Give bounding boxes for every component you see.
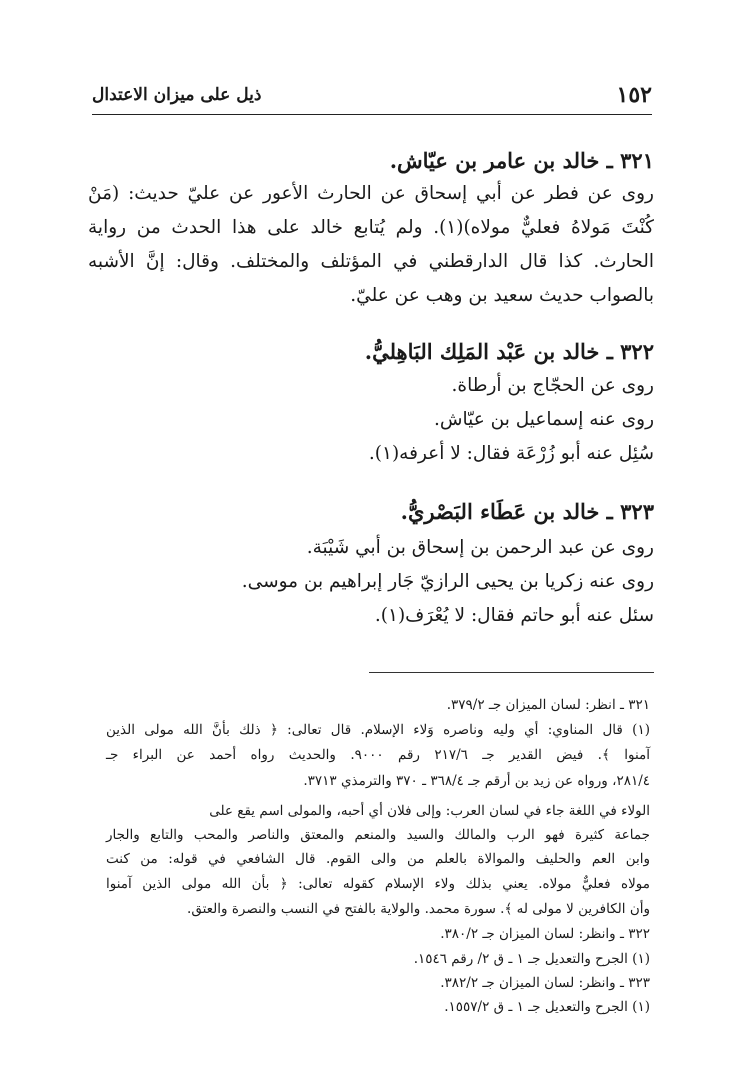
running-title: ذيل على ميزان الاعتدال	[92, 85, 262, 105]
footnote-321-ref: ٣٢١ ـ انظر: لسان الميزان جـ ٣٧٩/٢.	[446, 697, 650, 713]
entry-321-line-3: الحارث. كذا قال الدارقطني في المؤتلف والمختلف. وقال: إنَّ الأشبه	[88, 251, 654, 272]
entry-323-line-1: روى عن عبد الرحمن بن إسحاق بن أبي شَيْبَة.	[306, 537, 654, 558]
entry-321-line-4: بالصواب حديث سعيد بن وهب عن عليّ.	[350, 285, 654, 306]
entry-323-line-3: سئل عنه أبو حاتم فقال: لا يُعْرَف(١).	[374, 605, 654, 626]
entry-321-line-2: كُنْتَ مَولاهُ فعليٌّ مولاه)(١). ولم يُتابع خالد على هذا الحدث من رواية	[88, 217, 654, 238]
footnote-322-ref: ٣٢٢ ـ وانظر: لسان الميزان جـ ٣٨٠/٢.	[440, 926, 650, 942]
footnote-separator	[369, 672, 654, 673]
footnote-321-1-line-1: (١) قال المناوي: أي وليه وناصره وَلاء الإسلام. قال تعالى: ﴿ ذلك بأنَّ الله مولى الذين	[106, 722, 650, 738]
entry-322-line-1: روى عن الحجّاج بن أرطاة.	[451, 375, 654, 396]
entry-322-title: ٣٢٢ ـ خالد بن عَبْد المَلِك البَاهِليُّ.	[364, 339, 654, 364]
page-number: ١٥٢	[616, 82, 652, 108]
footnote-321-1-line-8: وأن الكافرين لا مولى له ﴾. سورة محمد. والولاية بالفتح في النسب والنصرة والعتق.	[187, 901, 650, 917]
footnote-321-1-line-6: وابن العم والحليف والموالاة بالعلم من والى القوم. قال الشافعي في قوله: من كنت	[106, 851, 650, 867]
footnote-321-1-line-7: مولاه فعليٌّ مولاه. يعني بذلك ولاء الإسلام كقوله تعالى: ﴿ بأن الله مولى الذين آمنوا	[106, 876, 650, 892]
entry-322-line-3: سُئِل عنه أبو زُرْعَة فقال: لا أعرفه(١).	[368, 443, 654, 464]
entry-322-line-2: روى عنه إسماعيل بن عيّاش.	[434, 409, 654, 430]
footnote-321-1-line-3: ٢٨١/٤، ورواه عن زيد بن أرقم جـ ٣٦٨/٤ ـ ٣٧٠ والترمذي ٣٧١٣.	[303, 773, 650, 789]
entry-321-title: ٣٢١ ـ خالد بن عامر بن عيّاش.	[389, 148, 654, 173]
footnote-323-1: (١) الجرح والتعديل جـ ١ ـ ق ١٥٥٧/٢.	[444, 999, 650, 1015]
page-header	[92, 82, 652, 115]
entry-323-title: ٣٢٣ ـ خالد بن عَطَاء البَصْريُّ.	[400, 499, 654, 524]
entry-323-line-2: روى عنه زكريا بن يحيى الرازيّ جَار إبراهيم بن موسى.	[241, 571, 654, 592]
footnote-323-ref: ٣٢٣ ـ وانظر: لسان الميزان جـ ٣٨٢/٢.	[440, 975, 650, 991]
footnote-321-1-line-2: آمنوا ﴾. فيض القدير جـ ٢١٧/٦ رقم ٩٠٠٠. والحديث رواه أحمد عن البراء جـ	[106, 747, 651, 763]
footnote-321-1-line-4: الولاء في اللغة جاء في لسان العرب: وإلى فلان أي أحبه، والمولى اسم يقع على	[209, 803, 650, 819]
footnote-322-1: (١) الجرح والتعديل جـ ١ ـ ق ٢/ رقم ١٥٤٦.	[413, 951, 650, 967]
entry-321-line-1: روى عن فطر عن أبي إسحاق عن الحارث الأعور عن عليّ حديث: (مَنْ	[88, 183, 654, 204]
footnote-321-1-line-5: جماعة كثيرة فهو الرب والمالك والسيد والمنعم والمعتق والناصر والمحب والتابع والجار	[106, 827, 650, 843]
